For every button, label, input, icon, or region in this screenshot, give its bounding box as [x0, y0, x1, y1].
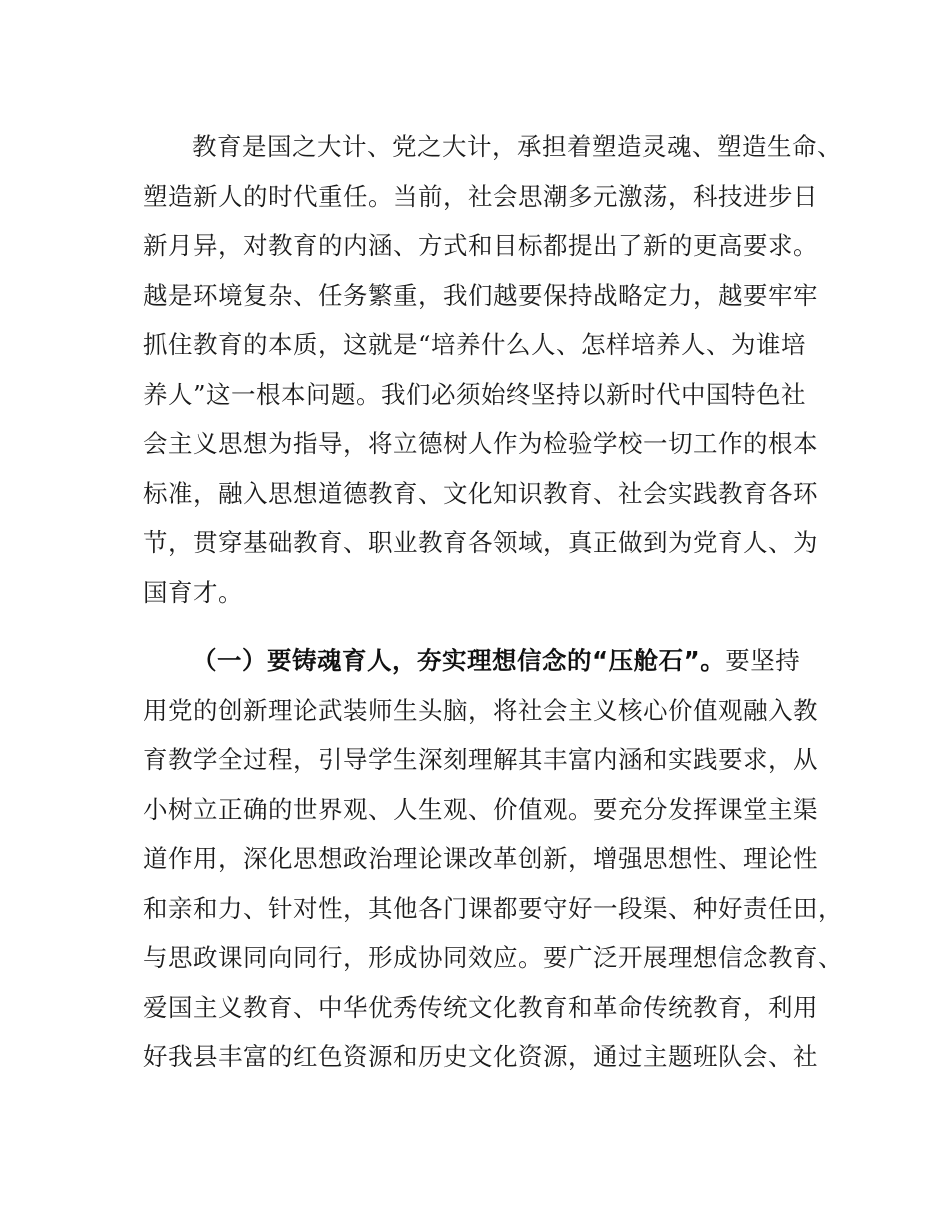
text-line: 塑造新人的时代重任。当前，社会思潮多元激荡，科技进步日 — [143, 181, 818, 211]
text-line: 越是环境复杂、任务繁重，我们越要保持战略定力，越要牢牢 — [143, 280, 818, 310]
text-line: 和亲和力、针对性，其他各门课都要守好一段渠、种好责任田， — [143, 893, 843, 923]
section-first-line — [143, 636, 833, 686]
text-line: 道作用，深化思想政治理论课改革创新，增强思想性、理论性 — [143, 844, 818, 873]
text-line: 节，贯穿基础教育、职业教育各领域，真正做到为党育人、为 — [143, 528, 818, 557]
text-line: 新月异，对教育的内涵、方式和目标都提出了新的更高要求。 — [143, 231, 818, 260]
text-line: 标准，融入思想道德教育、文化知识教育、社会实践教育各环 — [143, 478, 818, 508]
section-heading: （一）要铸魂育人，夯实理想信念的“压舱石”。 — [192, 646, 726, 675]
text-line: 爱国主义教育、中华优秀传统文化教育和革命传统教育，利用 — [143, 992, 818, 1022]
section-first-line-rest: 要坚持 — [725, 646, 801, 675]
text-line: 养人”这一根本问题。我们必须始终坚持以新时代中国特色社 — [143, 379, 807, 409]
text-line: 国育才。 — [143, 577, 243, 607]
text-line: 用党的创新理论武装师生头脑，将社会主义核心价值观融入教 — [143, 695, 818, 725]
text-line: 小树立正确的世界观、人生观、价值观。要充分发挥课堂主渠 — [143, 794, 818, 824]
text-line: 与思政课同向同行，形成协同效应。要广泛开展理想信念教育、 — [143, 943, 843, 972]
text-line: 会主义思想为指导，将立德树人作为检验学校一切工作的根本 — [143, 429, 818, 458]
text-line: 抓住教育的本质，这就是“培养什么人、怎样培养人、为谁培 — [143, 330, 807, 359]
paragraph-intro — [143, 122, 842, 617]
text-line: 教育是国之大计、党之大计，承担着塑造灵魂、塑造生命、 — [192, 132, 842, 161]
text-line: 好我县丰富的红色资源和历史文化资源，通过主题班队会、社 — [143, 1042, 818, 1071]
paragraph-section-one — [143, 636, 843, 1082]
text-line: 育教学全过程，引导学生深刻理解其丰富内涵和实践要求，从 — [143, 745, 818, 774]
